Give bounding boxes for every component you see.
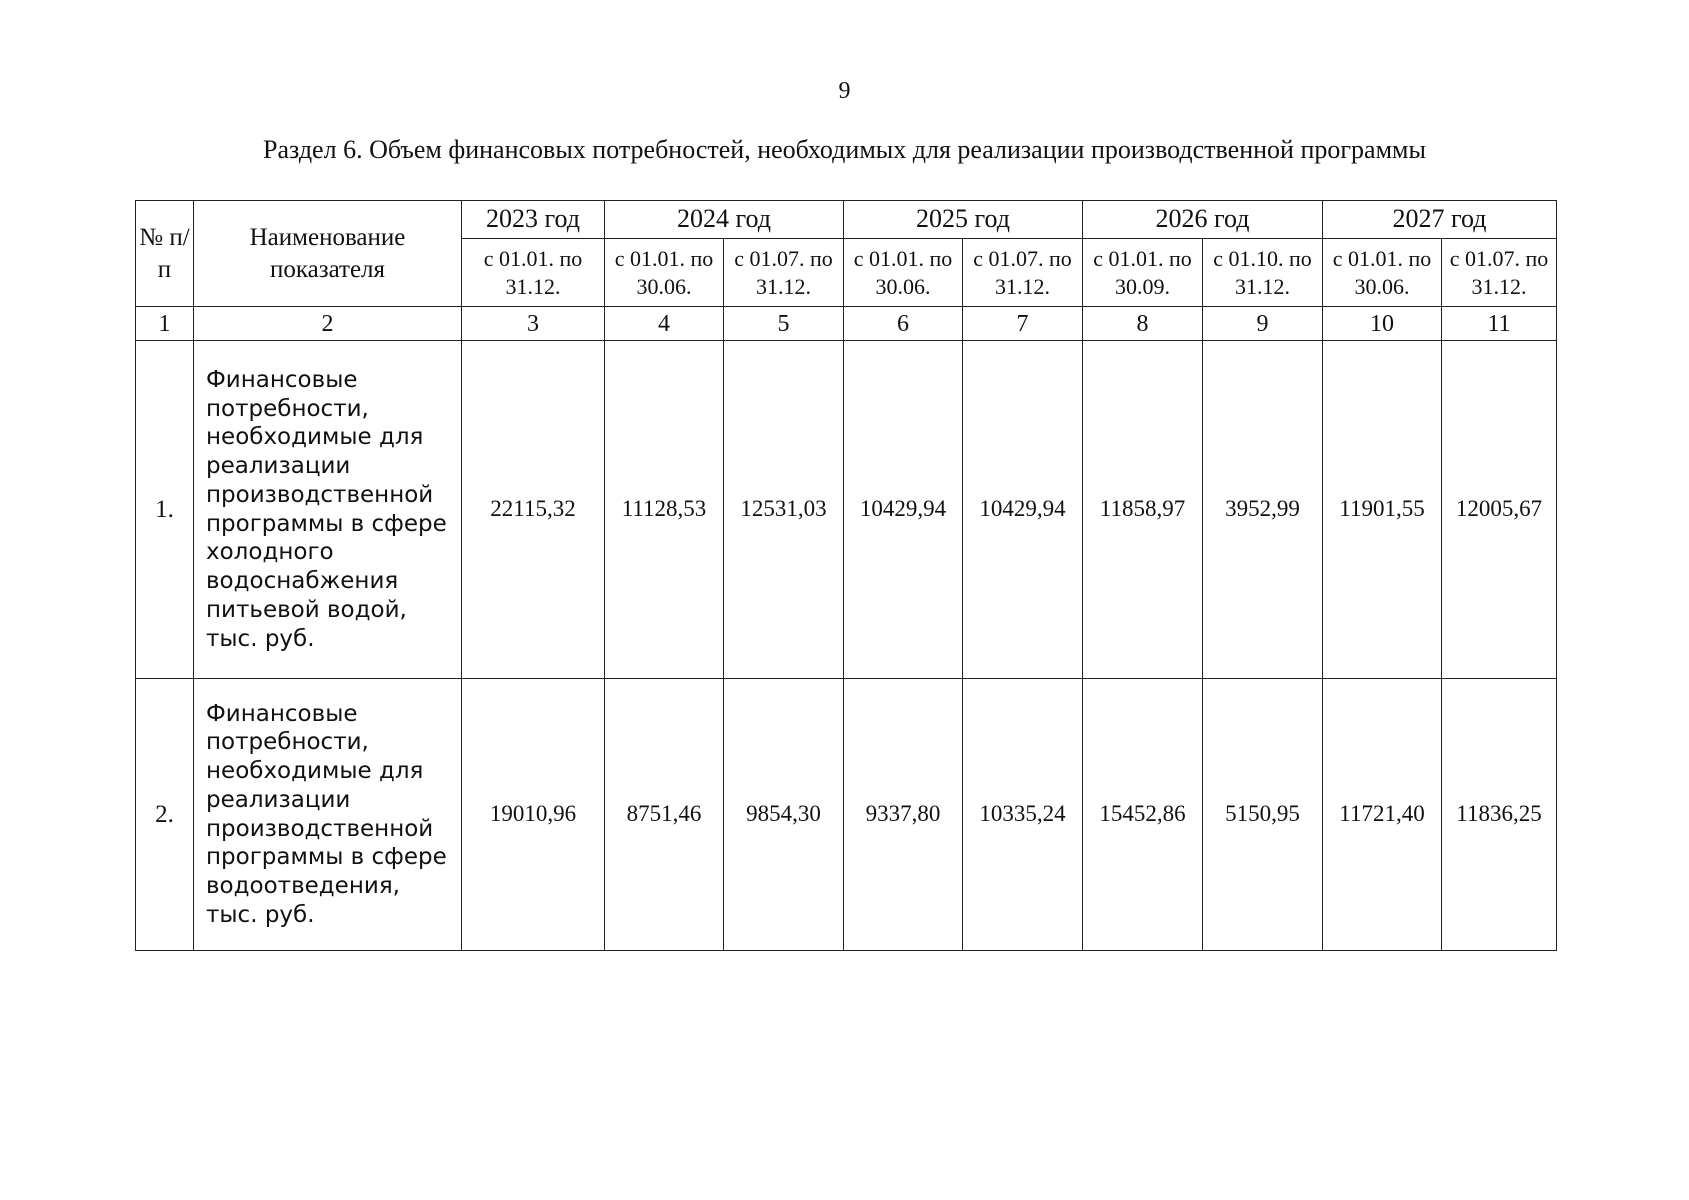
column-number: 2: [194, 307, 462, 341]
value-cell: 11858,97: [1083, 341, 1203, 679]
header-year-2024: 2024 год: [605, 201, 844, 239]
value-cell: 11721,40: [1323, 679, 1442, 951]
value-cell: 11901,55: [1323, 341, 1442, 679]
row-name: Финансовые потребности, необходимые для реализации производственной программы в сфере холодного водоснабжения питьевой водой, тыс. руб.: [194, 341, 462, 679]
header-year-2026: 2026 год: [1083, 201, 1323, 239]
value-cell: 11836,25: [1442, 679, 1557, 951]
column-number: 10: [1323, 307, 1442, 341]
value-cell: 12005,67: [1442, 341, 1557, 679]
column-number: 8: [1083, 307, 1203, 341]
table-row: [136, 341, 1557, 679]
column-number: 1: [136, 307, 194, 341]
header-period: с 01.01. по 30.06.: [1323, 239, 1442, 307]
value-cell: 12531,03: [724, 341, 844, 679]
row-index: 1.: [136, 341, 194, 679]
value-cell: 11128,53: [605, 341, 724, 679]
header-period: с 01.10. по 31.12.: [1203, 239, 1323, 307]
header-period: с 01.01. по 30.06.: [605, 239, 724, 307]
column-number: 9: [1203, 307, 1323, 341]
value-cell: 15452,86: [1083, 679, 1203, 951]
header-name-col: Наименование показателя: [194, 201, 462, 307]
value-cell: 9337,80: [844, 679, 963, 951]
value-cell: 3952,99: [1203, 341, 1323, 679]
header-period: с 01.01. по 30.09.: [1083, 239, 1203, 307]
column-number: 4: [605, 307, 724, 341]
table-row: [136, 679, 1557, 951]
header-number-col: № п/п: [136, 201, 194, 307]
value-cell: 9854,30: [724, 679, 844, 951]
header-period: с 01.07. по 31.12.: [724, 239, 844, 307]
value-cell: 8751,46: [605, 679, 724, 951]
value-cell: 10429,94: [963, 341, 1083, 679]
value-cell: 22115,32: [462, 341, 605, 679]
header-year-2025: 2025 год: [844, 201, 1083, 239]
column-number: 11: [1442, 307, 1557, 341]
page-number: 9: [838, 78, 851, 104]
column-number: 6: [844, 307, 963, 341]
value-cell: 19010,96: [462, 679, 605, 951]
header-year-2023: 2023 год: [462, 201, 605, 239]
value-cell: 10335,24: [963, 679, 1083, 951]
header-period: с 01.07. по 31.12.: [963, 239, 1083, 307]
header-period: с 01.01. по 30.06.: [844, 239, 963, 307]
row-index: 2.: [136, 679, 194, 951]
financial-needs-table: [135, 200, 1557, 951]
header-period: с 01.01. по 31.12.: [462, 239, 605, 307]
value-cell: 5150,95: [1203, 679, 1323, 951]
column-number: 7: [963, 307, 1083, 341]
header-period: с 01.07. по 31.12.: [1442, 239, 1557, 307]
header-year-2027: 2027 год: [1323, 201, 1557, 239]
column-number: 3: [462, 307, 605, 341]
section-title: Раздел 6. Объем финансовых потребностей, необходимых для реализации производственной программы: [263, 135, 1426, 164]
value-cell: 10429,94: [844, 341, 963, 679]
column-number: 5: [724, 307, 844, 341]
row-name: Финансовые потребности, необходимые для реализации производственной программы в сфере водоотведения, тыс. руб.: [194, 679, 462, 951]
